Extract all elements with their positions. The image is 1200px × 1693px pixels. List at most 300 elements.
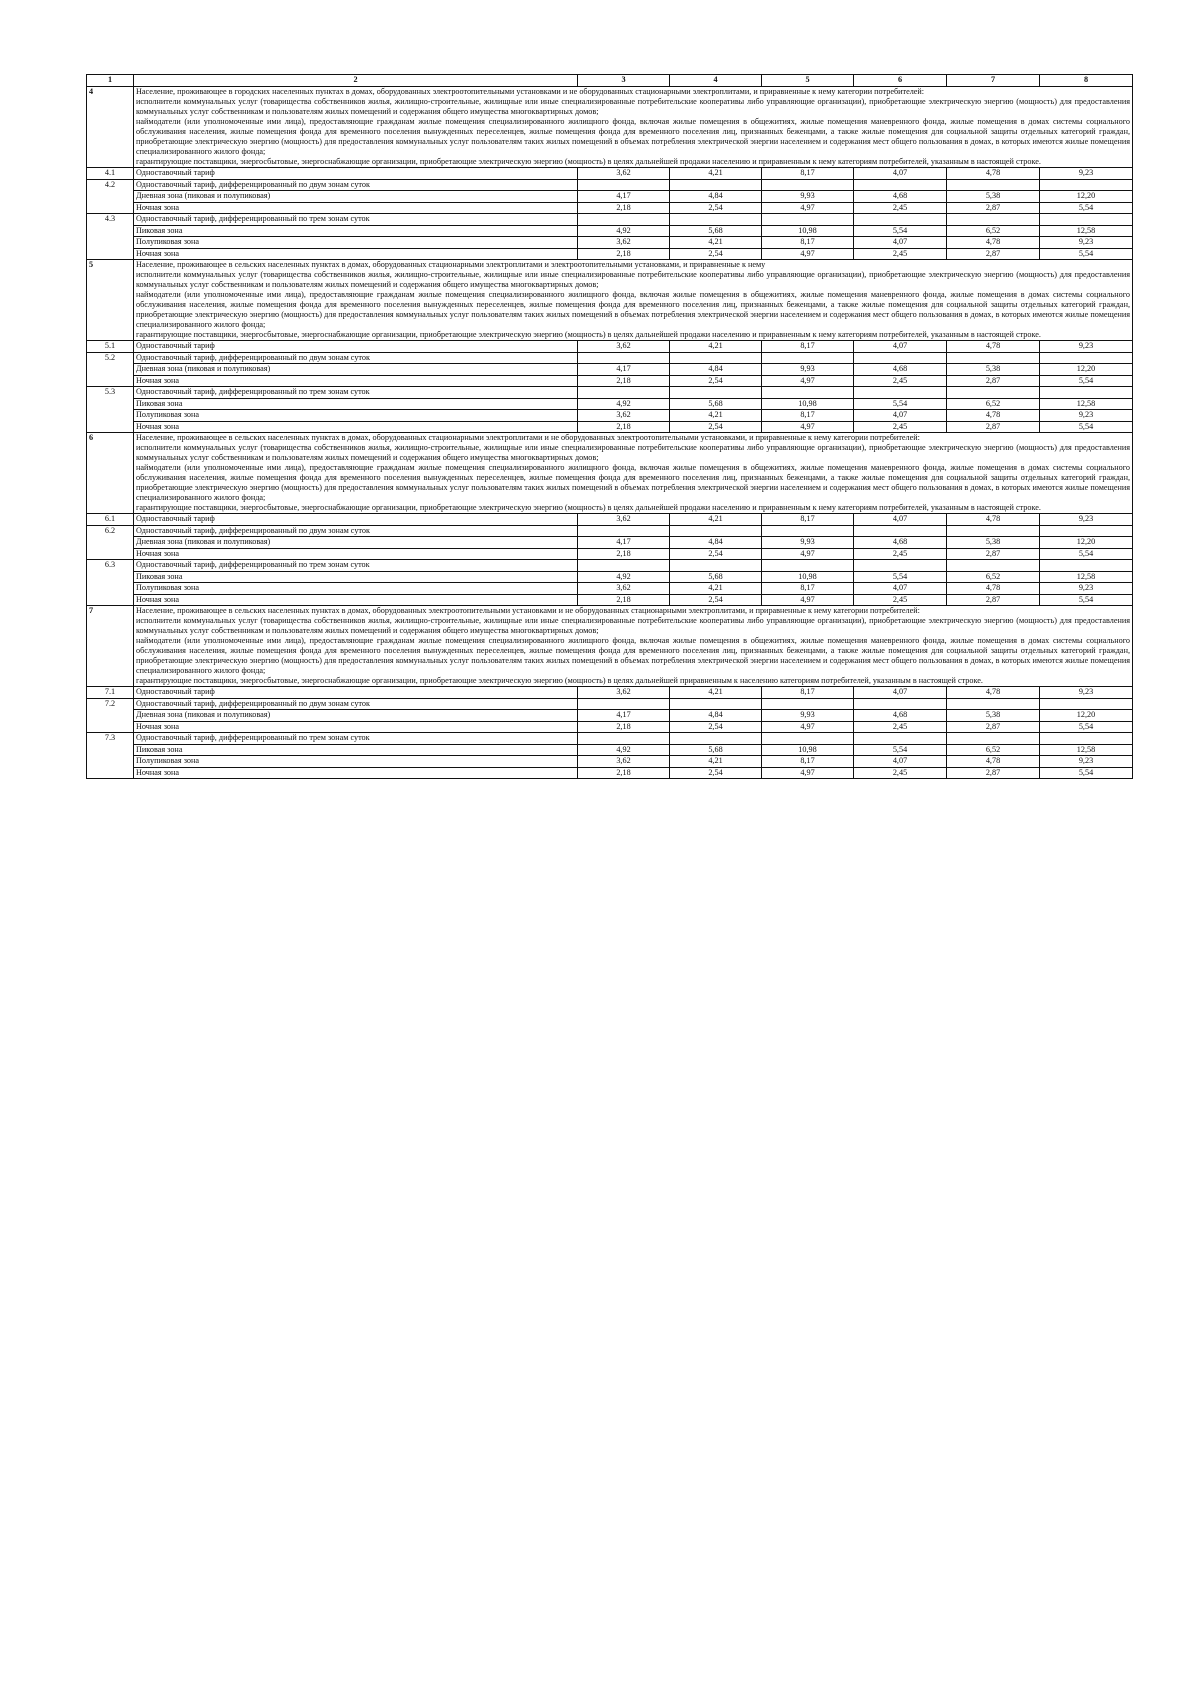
row-number: 7.1 [87,687,134,699]
tariff-value [762,733,854,745]
tariff-value [947,733,1040,745]
row-number: 6.3 [87,560,134,606]
tariff-value: 4,21 [670,514,762,526]
tariff-value: 4,07 [854,341,947,353]
description-paragraph: гарантирующие поставщики, энергосбытовые, энергоснабжающие организации, приобретающие электрическую энергию (мощность) в целях дальнейшей приравненным к населению категориям потребителей, указанным в настоящей строке. [136,676,983,685]
tariff-value: 9,93 [762,537,854,549]
tariff-value [578,525,670,537]
tariff-value [578,387,670,399]
tariff-value: 3,62 [578,583,670,595]
tariff-label: Пиковая зона [134,225,578,237]
tariff-row [87,237,1133,249]
tariff-value: 6,52 [947,398,1040,410]
description-paragraph: наймодатели (или уполномоченные ими лица), предоставляющие гражданам жилые помещения специализированного жилищного фонда, включая жилые помещения в общежитиях, жилые помещения маневренного фонда, жилые помещения в домах системы социального обслуживания населения, жилые помещения фонда для временного поселения вынужденных переселенцев, жилые помещения фонда для временного поселения лиц, признанных беженцами, а также жилые помещения для социальной защиты отдельных категорий граждан, приобретающие электрическую энергию (мощность) для предоставления коммунальных услуг пользователям таких жилых помещений в объемах потребления электрической энергии населением и содержания мест общего пользования в домах, в которых имеются жилые помещения специализированного жилого фонда; [136,463,1130,502]
tariff-value: 2,45 [854,548,947,560]
tariff-label: Одноставочный тариф, дифференцированный по двум зонам суток [134,352,578,364]
row-number: 7.3 [87,733,134,779]
tariff-label: Дневная зона (пиковая и полупиковая) [134,537,578,549]
tariff-value: 8,17 [762,341,854,353]
tariff-value: 4,84 [670,537,762,549]
tariff-value: 9,93 [762,710,854,722]
tariff-value: 4,92 [578,571,670,583]
tariff-value: 4,78 [947,168,1040,180]
tariff-value: 4,97 [762,594,854,606]
tariff-value [1040,525,1133,537]
tariff-value: 4,78 [947,514,1040,526]
tariff-row [87,214,1133,226]
column-number: 1 [87,75,134,87]
tariff-value: 4,17 [578,537,670,549]
tariff-row [87,168,1133,180]
tariff-value: 3,62 [578,168,670,180]
tariff-value [762,352,854,364]
tariff-value [854,352,947,364]
tariff-label: Дневная зона (пиковая и полупиковая) [134,364,578,376]
tariff-value [1040,560,1133,572]
tariff-label: Одноставочный тариф, дифференцированный по двум зонам суток [134,698,578,710]
tariff-value: 4,17 [578,191,670,203]
tariff-value: 10,98 [762,744,854,756]
tariff-label: Ночная зона [134,767,578,779]
tariff-value: 6,52 [947,571,1040,583]
description-paragraph: наймодатели (или уполномоченные ими лица), предоставляющие гражданам жилые помещения специализированного жилищного фонда, включая жилые помещения в общежитиях, жилые помещения маневренного фонда, жилые помещения в домах системы социального обслуживания населения, жилые помещения фонда для временного поселения вынужденных переселенцев, жилые помещения фонда для временного поселения лиц, признанных беженцами, а также жилые помещения для социальной защиты отдельных категорий граждан, приобретающие электрическую энергию (мощность) для предоставления коммунальных услуг пользователям таких жилых помещений в объемах потребления электрической энергии населением и содержания мест общего пользования в домах, в которых имеются жилые помещения специализированного жилого фонда; [136,636,1130,675]
tariff-label: Одноставочный тариф [134,687,578,699]
tariff-value: 4,84 [670,191,762,203]
tariff-label: Полупиковая зона [134,237,578,249]
row-number: 6.2 [87,525,134,560]
tariff-value: 5,68 [670,744,762,756]
tariff-label: Одноставочный тариф, дифференцированный по трем зонам суток [134,560,578,572]
tariff-value [670,560,762,572]
tariff-row [87,744,1133,756]
tariff-value: 2,18 [578,721,670,733]
tariff-row [87,225,1133,237]
section-description-row [87,606,1133,687]
tariff-value: 4,97 [762,375,854,387]
tariff-label: Полупиковая зона [134,756,578,768]
tariff-value: 8,17 [762,410,854,422]
section-number: 5 [87,260,134,341]
tariff-value [670,352,762,364]
tariff-value: 9,23 [1040,341,1133,353]
tariff-value [1040,214,1133,226]
tariff-value [947,352,1040,364]
row-number: 5.3 [87,387,134,433]
tariff-label: Ночная зона [134,721,578,733]
tariff-value [947,698,1040,710]
tariff-value: 4,21 [670,237,762,249]
tariff-value: 5,54 [1040,421,1133,433]
tariff-value [1040,387,1133,399]
section-description-row [87,260,1133,341]
tariff-value: 2,87 [947,375,1040,387]
tariff-value: 5,68 [670,571,762,583]
description-paragraph: исполнители коммунальных услуг (товарищества собственников жилья, жилищно-строительные, жилищные или иные специализированные потребительские кооперативы либо управляющие организации), приобретающие электрическую энергию (мощность) для предоставления коммунальных услуг собственникам и пользователям жилых помещений и содержания общего имущества многоквартирных домов; [136,616,1130,635]
tariff-row [87,571,1133,583]
tariff-value: 5,54 [854,398,947,410]
tariff-label: Пиковая зона [134,744,578,756]
tariff-value: 4,97 [762,202,854,214]
tariff-row [87,687,1133,699]
tariff-value: 2,18 [578,248,670,260]
tariff-value: 8,17 [762,756,854,768]
tariff-row [87,583,1133,595]
tariff-value: 2,87 [947,421,1040,433]
column-number: 7 [947,75,1040,87]
tariff-value [854,698,947,710]
tariff-value: 12,20 [1040,710,1133,722]
section-number: 6 [87,433,134,514]
description-paragraph: гарантирующие поставщики, энергосбытовые, энергоснабжающие организации, приобретающие электрическую энергию (мощность) в целях дальнейшей продажи населению и приравненным к нему категориям потребителей, указанным в настоящей строке. [136,503,1041,512]
tariff-value: 2,54 [670,594,762,606]
tariff-row [87,410,1133,422]
tariff-row [87,710,1133,722]
tariff-value: 5,54 [854,225,947,237]
tariff-label: Пиковая зона [134,398,578,410]
tariff-value: 6,52 [947,225,1040,237]
tariff-value: 4,68 [854,710,947,722]
tariff-value: 4,07 [854,168,947,180]
tariff-value: 2,54 [670,721,762,733]
tariff-value [854,733,947,745]
tariff-value: 4,21 [670,756,762,768]
tariff-row [87,733,1133,745]
tariff-row [87,421,1133,433]
tariff-value: 2,45 [854,767,947,779]
tariff-value: 3,62 [578,237,670,249]
tariff-value: 5,54 [1040,248,1133,260]
tariff-value [1040,733,1133,745]
tariff-label: Ночная зона [134,202,578,214]
tariff-value [578,214,670,226]
tariff-row [87,721,1133,733]
tariff-value: 2,45 [854,594,947,606]
tariff-value [947,525,1040,537]
tariff-value: 9,23 [1040,514,1133,526]
tariff-row [87,202,1133,214]
tariff-value: 3,62 [578,687,670,699]
tariff-value: 4,97 [762,421,854,433]
tariff-row [87,248,1133,260]
tariff-value: 4,97 [762,721,854,733]
column-number: 4 [670,75,762,87]
tariff-label: Ночная зона [134,548,578,560]
tariff-label: Ночная зона [134,375,578,387]
tariff-value [670,733,762,745]
tariff-value [578,733,670,745]
tariff-value [578,698,670,710]
tariff-value: 12,58 [1040,744,1133,756]
tariff-value [947,179,1040,191]
tariff-value: 4,07 [854,583,947,595]
tariff-label: Одноставочный тариф, дифференцированный по двум зонам суток [134,525,578,537]
tariff-value: 2,87 [947,721,1040,733]
tariff-value: 9,23 [1040,756,1133,768]
tariff-value: 5,54 [1040,202,1133,214]
tariff-value: 2,18 [578,202,670,214]
tariff-value: 2,45 [854,248,947,260]
tariff-value: 10,98 [762,398,854,410]
section-description [134,260,1133,341]
tariff-row [87,191,1133,203]
tariff-value: 4,21 [670,583,762,595]
tariff-value: 8,17 [762,514,854,526]
tariff-value: 5,54 [854,744,947,756]
description-paragraph: Население, проживающее в городских населенных пунктах в домах, оборудованных электроотопительными установками и не оборудованных стационарными электроплитами, и приравненные к нему категории потребителей: [136,87,925,96]
tariff-value: 3,62 [578,514,670,526]
column-number-header [87,75,1133,87]
tariff-label: Пиковая зона [134,571,578,583]
tariff-row [87,594,1133,606]
tariff-value: 4,84 [670,710,762,722]
tariff-value [854,179,947,191]
section-number: 7 [87,606,134,687]
tariff-value: 4,92 [578,398,670,410]
column-number: 5 [762,75,854,87]
tariff-value: 2,54 [670,248,762,260]
tariff-value: 4,92 [578,744,670,756]
tariff-label: Дневная зона (пиковая и полупиковая) [134,191,578,203]
tariff-value [762,387,854,399]
tariff-value: 4,07 [854,514,947,526]
tariff-value: 4,78 [947,410,1040,422]
tariff-value: 5,68 [670,398,762,410]
tariff-value [670,214,762,226]
tariff-row [87,756,1133,768]
description-paragraph: Население, проживающее в сельских населенных пунктах в домах, оборудованных электроотопительными установками и не оборудованных стационарными электроплитами, и приравненные к нему категории потребителей: [136,606,920,615]
tariff-value: 2,45 [854,721,947,733]
tariff-value [762,560,854,572]
column-number: 6 [854,75,947,87]
tariff-value: 4,17 [578,364,670,376]
tariff-value: 2,54 [670,548,762,560]
tariff-value [854,560,947,572]
tariff-row [87,179,1133,191]
description-paragraph: гарантирующие поставщики, энергосбытовые, энергоснабжающие организации, приобретающие электрическую энергию (мощность) в целях дальнейшей продажи населению и приравненным к нему категориям потребителей, указанным в настоящей строке. [136,157,1041,166]
tariff-label: Полупиковая зона [134,410,578,422]
tariff-label: Одноставочный тариф, дифференцированный по трем зонам суток [134,733,578,745]
tariff-value: 2,87 [947,594,1040,606]
description-paragraph: исполнители коммунальных услуг (товарищества собственников жилья, жилищно-строительные, жилищные или иные специализированные потребительские кооперативы либо управляющие организации), приобретающие электрическую энергию (мощность) для предоставления коммунальных услуг собственникам и пользователям жилых помещений и содержания общего имущества многоквартирных домов; [136,270,1130,289]
tariff-value: 5,54 [1040,548,1133,560]
tariff-row [87,375,1133,387]
tariff-value: 2,45 [854,202,947,214]
tariff-value: 3,62 [578,410,670,422]
tariff-value [762,698,854,710]
tariff-value: 12,20 [1040,537,1133,549]
tariff-value: 12,58 [1040,571,1133,583]
row-number: 4.3 [87,214,134,260]
tariff-value: 4,68 [854,191,947,203]
description-paragraph: наймодатели (или уполномоченные ими лица), предоставляющие гражданам жилые помещения специализированного жилищного фонда, включая жилые помещения в общежитиях, жилые помещения маневренного фонда, жилые помещения в домах системы социального обслуживания населения, жилые помещения фонда для временного поселения вынужденных переселенцев, жилые помещения фонда для временного поселения лиц, признанных беженцами, а также жилые помещения для социальной защиты отдельных категорий граждан, приобретающие электрическую энергию (мощность) для предоставления коммунальных услуг пользователям таких жилых помещений в объемах потребления электрической энергии населением и содержания мест общего пользования в домах, в которых имеются жилые помещения специализированного жилого фонда; [136,290,1130,329]
tariff-value [1040,179,1133,191]
tariff-value: 8,17 [762,687,854,699]
tariff-value [854,387,947,399]
tariff-value: 2,18 [578,767,670,779]
section-description-row [87,87,1133,168]
tariff-row [87,698,1133,710]
tariff-label: Одноставочный тариф [134,168,578,180]
tariff-value: 4,92 [578,225,670,237]
section-description-row [87,433,1133,514]
tariff-value: 4,17 [578,710,670,722]
tariff-value: 3,62 [578,341,670,353]
tariff-value: 4,97 [762,548,854,560]
tariff-label: Одноставочный тариф [134,514,578,526]
tariff-value: 12,20 [1040,364,1133,376]
row-number: 4.2 [87,179,134,214]
tariff-row [87,548,1133,560]
tariff-value: 9,23 [1040,168,1133,180]
tariff-label: Полупиковая зона [134,583,578,595]
tariff-value: 4,07 [854,410,947,422]
tariff-value: 4,21 [670,687,762,699]
tariff-value: 3,62 [578,756,670,768]
tariff-value [578,352,670,364]
row-number: 6.1 [87,514,134,526]
tariff-value: 9,23 [1040,583,1133,595]
tariff-label: Ночная зона [134,594,578,606]
tariff-value: 4,21 [670,341,762,353]
tariff-value: 2,18 [578,594,670,606]
tariff-row [87,387,1133,399]
tariff-value: 4,78 [947,687,1040,699]
tariff-label: Одноставочный тариф, дифференцированный по двум зонам суток [134,179,578,191]
tariff-value: 6,52 [947,744,1040,756]
tariff-value: 2,45 [854,421,947,433]
tariff-value [670,525,762,537]
tariff-value: 10,98 [762,225,854,237]
tariff-value: 4,78 [947,341,1040,353]
tariff-value: 4,21 [670,410,762,422]
tariff-value: 4,07 [854,237,947,249]
tariff-value: 12,58 [1040,225,1133,237]
tariff-value [854,525,947,537]
description-paragraph: наймодатели (или уполномоченные ими лица), предоставляющие гражданам жилые помещения специализированного жилищного фонда, включая жилые помещения в общежитиях, жилые помещения маневренного фонда, жилые помещения в домах системы социального обслуживания населения, жилые помещения фонда для временного поселения вынужденных переселенцев, жилые помещения фонда для временного поселения лиц, признанных беженцами, а также жилые помещения для социальной защиты отдельных категорий граждан, приобретающие электрическую энергию (мощность) для предоставления коммунальных услуг пользователям таких жилых помещений в объемах потребления электрической энергии населением и содержания мест общего пользования в домах, в которых имеются жилые помещения специализированного жилого фонда; [136,117,1130,156]
tariff-value: 8,17 [762,237,854,249]
tariff-value: 2,87 [947,202,1040,214]
tariff-value: 5,38 [947,364,1040,376]
tariff-value: 9,23 [1040,687,1133,699]
tariff-value: 2,54 [670,767,762,779]
tariff-value: 9,93 [762,364,854,376]
section-description [134,606,1133,687]
tariff-value: 5,38 [947,537,1040,549]
tariff-value: 4,78 [947,237,1040,249]
tariff-row [87,341,1133,353]
tariff-value: 4,07 [854,756,947,768]
row-number: 7.2 [87,698,134,733]
tariff-row [87,398,1133,410]
tariff-value: 5,38 [947,710,1040,722]
row-number: 4.1 [87,168,134,180]
tariff-row [87,560,1133,572]
tariff-value: 9,93 [762,191,854,203]
section-description [134,87,1133,168]
tariff-value: 9,23 [1040,410,1133,422]
tariff-table [86,74,1133,779]
tariff-value: 2,54 [670,375,762,387]
tariff-table-body [87,75,1133,779]
tariff-value: 8,17 [762,168,854,180]
tariff-value: 4,84 [670,364,762,376]
column-number: 8 [1040,75,1133,87]
tariff-value: 5,54 [1040,721,1133,733]
tariff-value: 2,54 [670,202,762,214]
tariff-value: 4,07 [854,687,947,699]
tariff-value: 2,87 [947,548,1040,560]
tariff-value: 9,23 [1040,237,1133,249]
tariff-value: 5,38 [947,191,1040,203]
tariff-value: 5,54 [1040,594,1133,606]
tariff-value: 4,78 [947,583,1040,595]
tariff-row [87,352,1133,364]
tariff-value: 12,20 [1040,191,1133,203]
tariff-value: 12,58 [1040,398,1133,410]
tariff-value: 2,18 [578,421,670,433]
tariff-value [670,698,762,710]
tariff-value [947,560,1040,572]
tariff-row [87,537,1133,549]
tariff-value [1040,352,1133,364]
tariff-value [947,387,1040,399]
tariff-value [947,214,1040,226]
column-number: 2 [134,75,578,87]
row-number: 5.1 [87,341,134,353]
tariff-label: Ночная зона [134,421,578,433]
tariff-value [670,387,762,399]
tariff-value: 2,45 [854,375,947,387]
tariff-value [1040,698,1133,710]
row-number: 5.2 [87,352,134,387]
tariff-value: 2,54 [670,421,762,433]
tariff-value: 10,98 [762,571,854,583]
tariff-row [87,767,1133,779]
section-description [134,433,1133,514]
tariff-value: 4,68 [854,537,947,549]
tariff-label: Дневная зона (пиковая и полупиковая) [134,710,578,722]
tariff-value: 4,78 [947,756,1040,768]
description-paragraph: Население, проживающее в сельских населенных пунктах в домах, оборудованных стационарными электроплитами и электроотопительными установками, и приравненные к нему [136,260,766,269]
section-number: 4 [87,87,134,168]
tariff-value: 5,68 [670,225,762,237]
tariff-value: 2,18 [578,548,670,560]
description-paragraph: исполнители коммунальных услуг (товарищества собственников жилья, жилищно-строительные, жилищные или иные специализированные потребительские кооперативы либо управляющие организации), приобретающие электрическую энергию (мощность) для предоставления коммунальных услуг собственникам и пользователям жилых помещений и содержания общего имущества многоквартирных домов; [136,443,1130,462]
tariff-value [578,560,670,572]
description-paragraph: исполнители коммунальных услуг (товарищества собственников жилья, жилищно-строительные, жилищные или иные специализированные потребительские кооперативы либо управляющие организации), приобретающие электрическую энергию (мощность) для предоставления коммунальных услуг собственникам и пользователям жилых помещений и содержания общего имущества многоквартирных домов; [136,97,1130,116]
tariff-value: 5,54 [854,571,947,583]
tariff-value: 2,87 [947,767,1040,779]
column-number: 3 [578,75,670,87]
description-paragraph: гарантирующие поставщики, энергосбытовые, энергоснабжающие организации, приобретающие электрическую энергию (мощность) в целях дальнейшей продажи населению и приравненным к нему категориям потребителей, указанным в настоящей строке. [136,330,1041,339]
tariff-value [578,179,670,191]
tariff-value: 5,54 [1040,767,1133,779]
tariff-label: Одноставочный тариф, дифференцированный по трем зонам суток [134,214,578,226]
tariff-label: Одноставочный тариф, дифференцированный по трем зонам суток [134,387,578,399]
tariff-value: 2,18 [578,375,670,387]
description-paragraph: Население, проживающее в сельских населенных пунктах в домах, оборудованных стационарными электроплитами и не оборудованных электроотопительными установками, и приравненные к нему категории потребителей: [136,433,920,442]
tariff-row [87,364,1133,376]
tariff-value [854,214,947,226]
tariff-value [762,525,854,537]
tariff-value [762,214,854,226]
tariff-value: 4,97 [762,767,854,779]
tariff-row [87,514,1133,526]
tariff-document [86,74,1132,779]
tariff-value: 2,87 [947,248,1040,260]
tariff-value: 4,68 [854,364,947,376]
tariff-value: 8,17 [762,583,854,595]
